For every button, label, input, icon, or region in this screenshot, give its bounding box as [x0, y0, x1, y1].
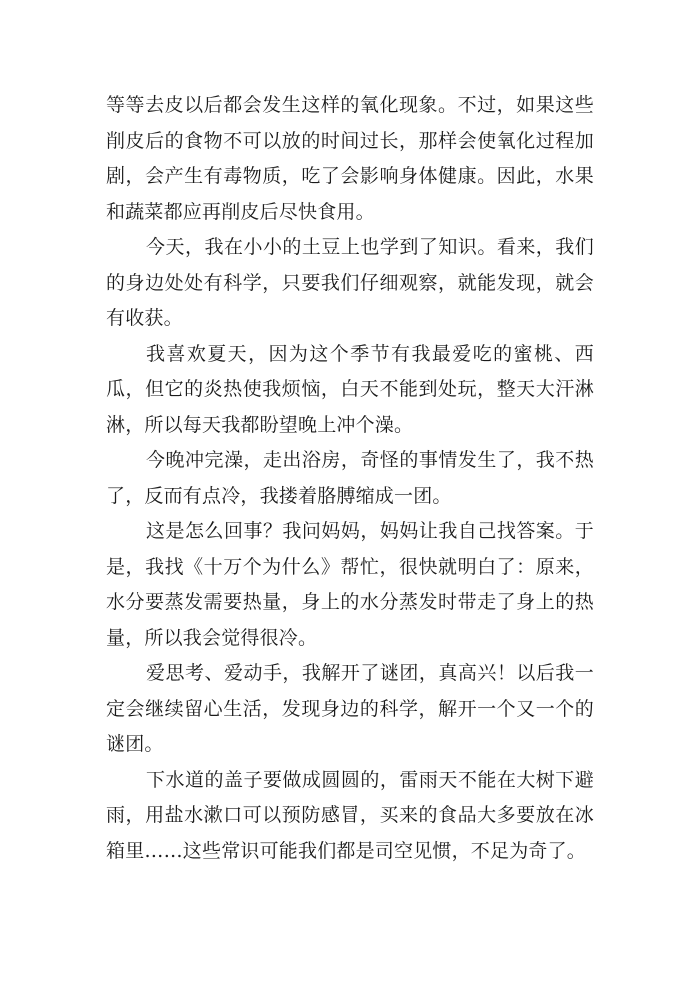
document-page [106, 88, 594, 869]
paragraph-4: 今晚冲完澡，走出浴房，奇怪的事情发生了，我不热了，反而有点冷，我搂着胳膊缩成一团。 [106, 449, 594, 507]
paragraph-7: 下水道的盖子要做成圆圆的，雷雨天不能在大树下避雨，用盐水漱口可以预防感冒，买来的食品大多要放在冰箱里……这些常识可能我们都是司空见惯，不足为奇了。 [106, 768, 594, 862]
paragraph-3: 我喜欢夏天，因为这个季节有我最爱吃的蜜桃、西瓜，但它的炎热使我烦恼，白天不能到处玩，整天大汗淋淋，所以每天我都盼望晚上冲个澡。 [106, 342, 594, 436]
paragraph-1: 等等去皮以后都会发生这样的氧化现象。不过，如果这些削皮后的食物不可以放的时间过长，那样会使氧化过程加剧，会产生有毒物质，吃了会影响身体健康。因此，水果和蔬菜都应再削皮后尽快食用。 [106, 94, 594, 223]
paragraph-6: 爱思考、爱动手，我解开了谜团，真高兴！以后我一定会继续留心生活，发现身边的科学，解开一个又一个的谜团。 [106, 662, 594, 755]
paragraph-5: 这是怎么回事？我问妈妈，妈妈让我自己找答案。于是，我找《十万个为什么》帮忙，很快就明白了：原来，水分要蒸发需要热量，身上的水分蒸发时带走了身上的热量，所以我会觉得很冷。 [106, 520, 594, 649]
paragraph-2: 今天，我在小小的土豆上也学到了知识。看来，我们的身边处处有科学，只要我们仔细观察，就能发现，就会有收获。 [106, 236, 594, 329]
